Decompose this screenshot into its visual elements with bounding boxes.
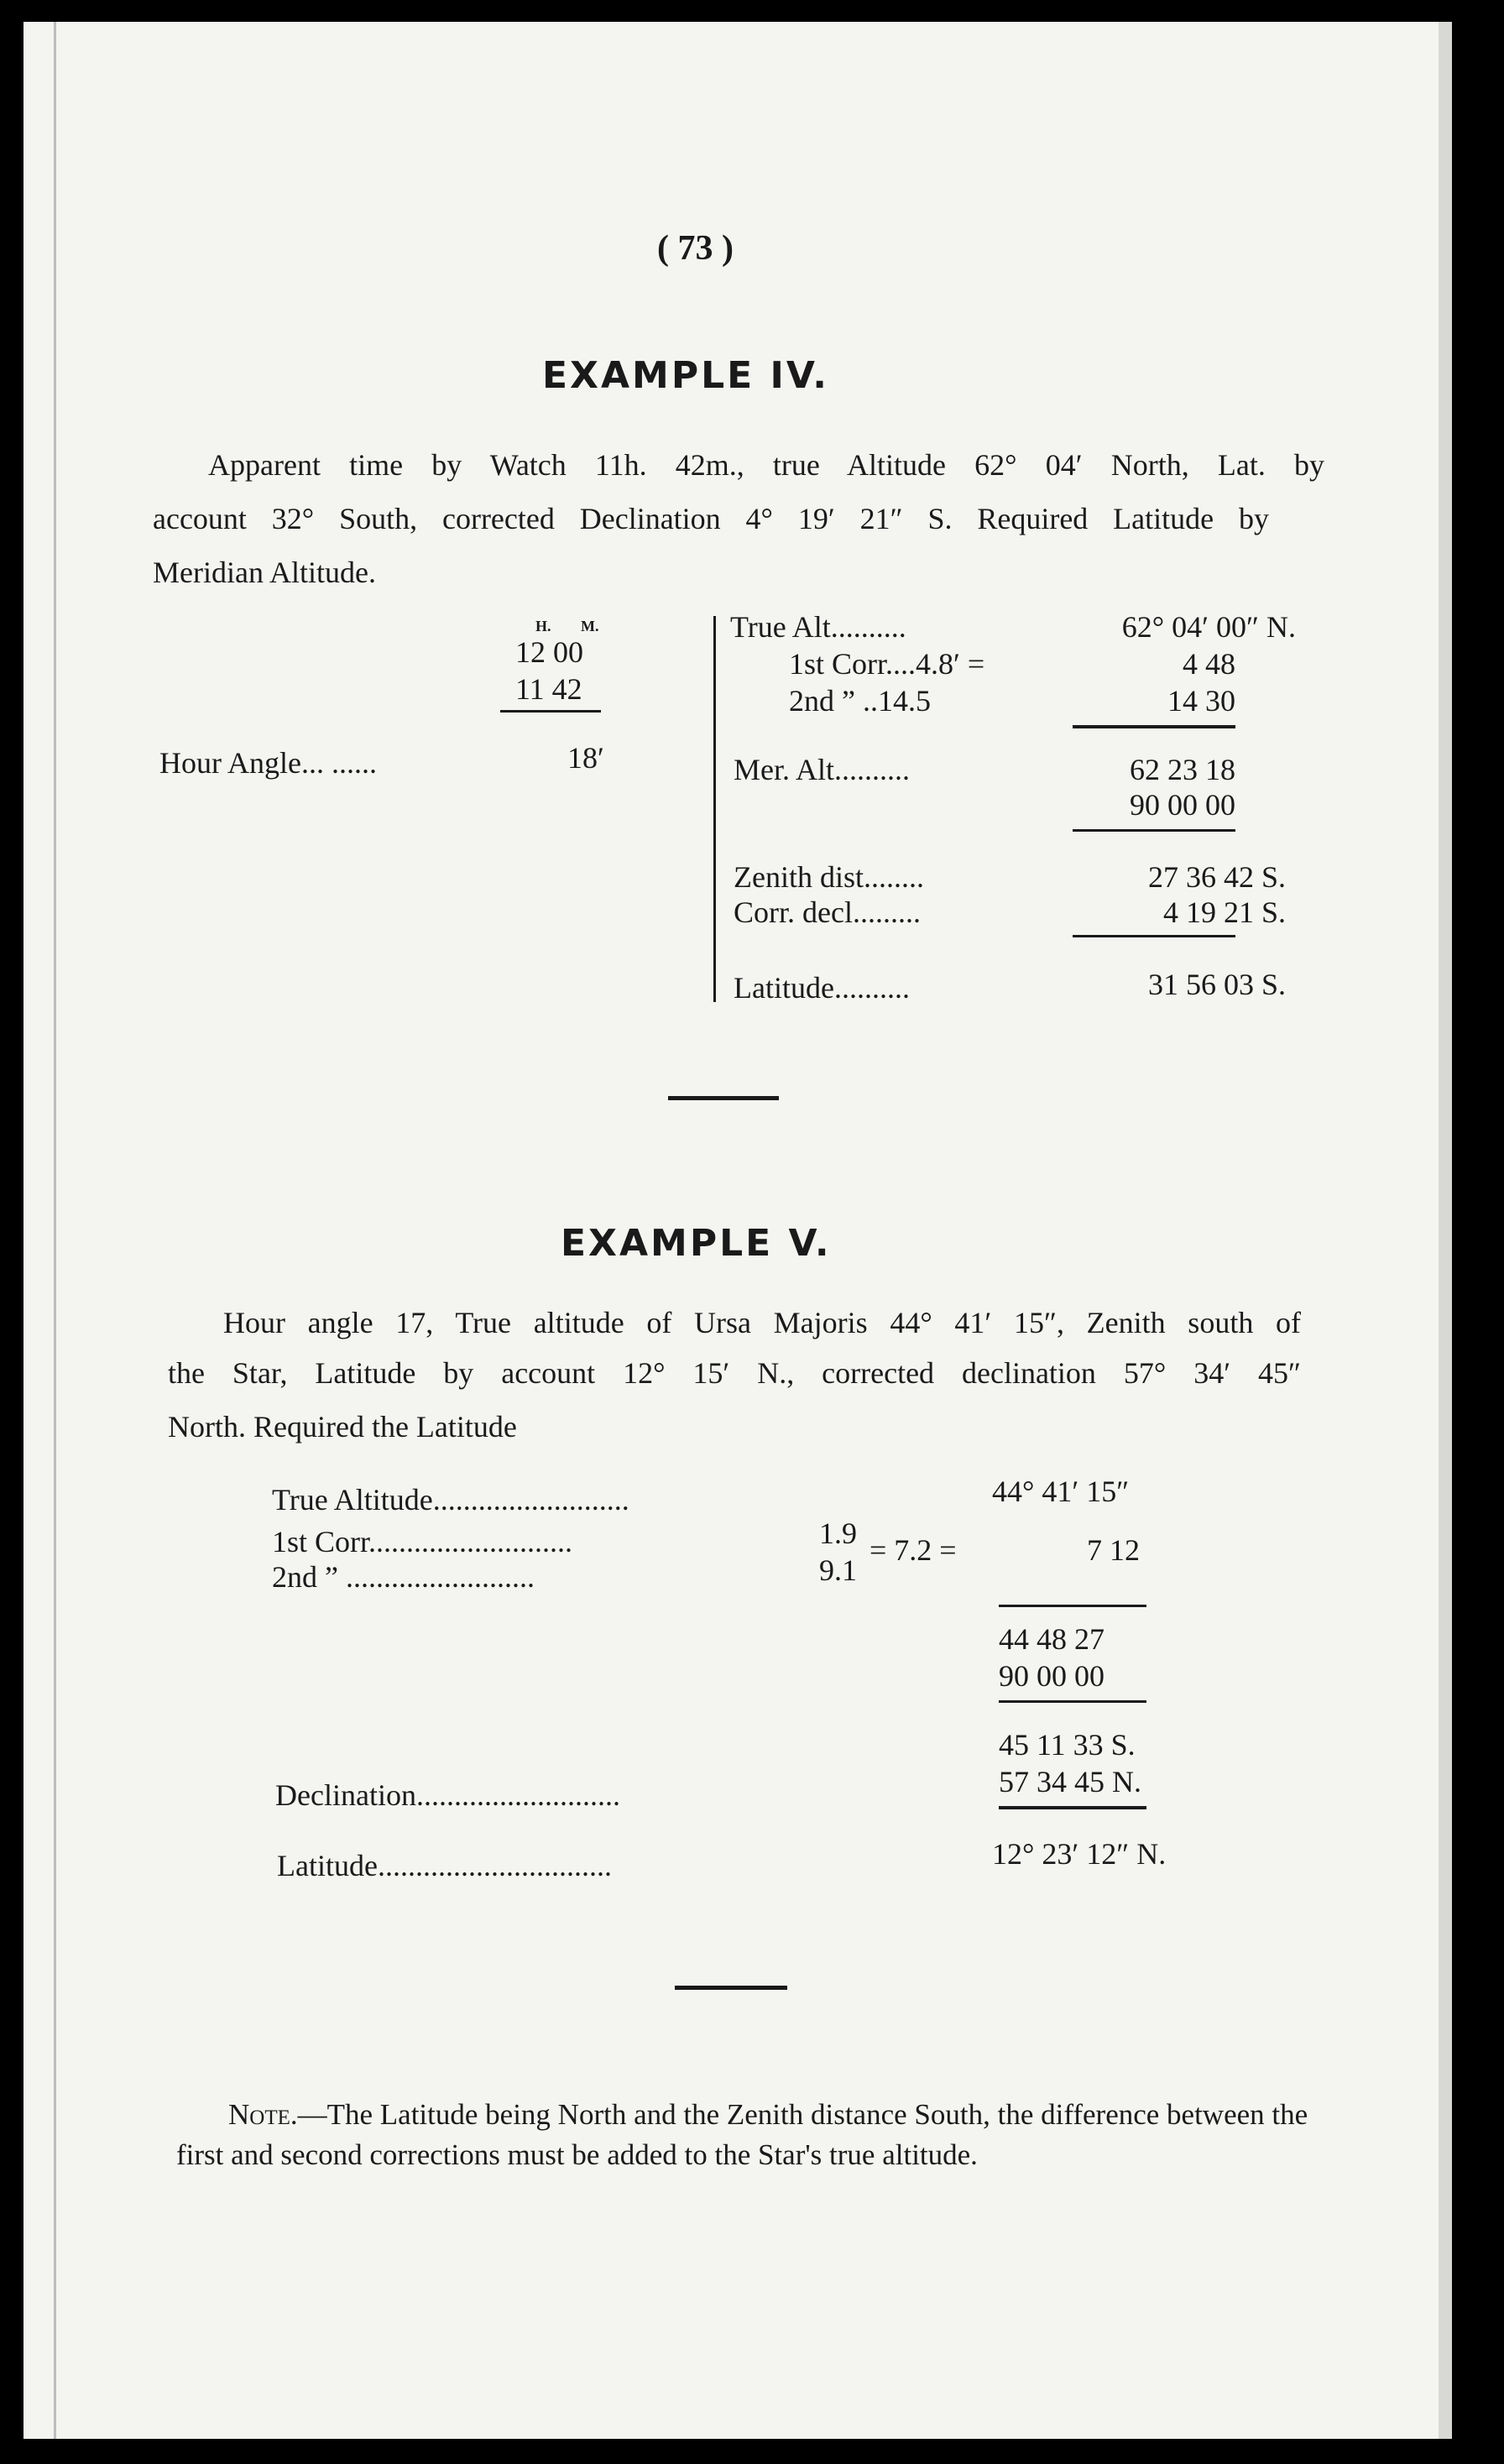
footnote <box>176 2095 1318 2175</box>
mer-alt-value: 62 23 18 <box>1130 753 1235 786</box>
hour-angle-label: Hour Angle... ...... <box>159 746 377 780</box>
corr-decl-label: Corr. decl......... <box>734 895 921 929</box>
sum-value: 44 48 27 <box>999 1622 1104 1656</box>
section-divider <box>668 1096 779 1100</box>
true-alt-value: 62° 04′ 00″ N. <box>1121 610 1296 644</box>
example-4-line-1: Apparent time by Watch 11h. 42m., true Altitude 62° 04′ North, Lat. by <box>208 448 1324 482</box>
zenith-distance-value: 27 36 42 S. <box>1147 860 1286 894</box>
sum-rule <box>999 1806 1146 1809</box>
zenith-distance-label: Zenith dist........ <box>734 860 924 894</box>
latitude-value: 12° 23′ 12″ N. <box>992 1837 1167 1871</box>
hours-column-label: H. <box>535 618 551 634</box>
column-divider <box>713 616 716 1002</box>
latitude-label: Latitude.......... <box>734 971 910 1005</box>
true-altitude-value: 44° 41′ 15″ <box>992 1475 1130 1508</box>
watch-time-row-1: 12 00 <box>515 635 583 669</box>
sum-rule <box>1073 935 1235 937</box>
latitude-value: 31 56 03 S. <box>1147 968 1286 1001</box>
second-correction-label: 2nd ” ......................... <box>272 1560 535 1594</box>
watch-time-row-2: 11 42 <box>515 672 582 706</box>
example-5-heading: EXAMPLE V. <box>561 1222 832 1265</box>
second-correction-label: 2nd ” ..14.5 <box>789 684 931 718</box>
first-correction-label: 1st Corr....4.8′ = <box>789 647 985 681</box>
first-correction-value: 4 48 <box>1183 647 1235 681</box>
true-altitude-label: True Altitude.......................... <box>272 1483 629 1517</box>
corr-decl-value: 4 19 21 S. <box>1162 895 1286 929</box>
second-correction-number: 9.1 <box>819 1553 857 1587</box>
sum-rule <box>999 1605 1146 1607</box>
mer-alt-label: Mer. Alt.......... <box>734 753 911 786</box>
example-4-heading: EXAMPLE IV. <box>542 354 829 397</box>
binding-line <box>54 22 56 2439</box>
page-number: ( 73 ) <box>657 229 734 268</box>
ninety-degrees: 90 00 00 <box>999 1659 1104 1693</box>
first-correction-label: 1st Corr........................... <box>272 1525 573 1558</box>
example-4-line-2: account 32° South, corrected Declination 4° 19′ 21″ S. Required Latitude by <box>153 502 1269 535</box>
second-correction-value: 14 30 <box>1167 684 1235 718</box>
correction-value: 7 12 <box>1087 1533 1140 1567</box>
section-divider <box>675 1986 787 1990</box>
minutes-column-label: M. <box>581 618 599 634</box>
ninety-degrees: 90 00 00 <box>1130 788 1235 822</box>
hour-angle-value: 18′ <box>567 741 604 775</box>
correction-result: = 7.2 = <box>870 1533 957 1567</box>
sum-rule <box>500 710 601 713</box>
latitude-label: Latitude............................... <box>277 1849 612 1882</box>
example-4-line-3: Meridian Altitude. <box>153 556 376 589</box>
sum-rule <box>999 1700 1146 1703</box>
page-edge <box>1439 22 1452 2439</box>
note-label: Note. <box>228 2098 298 2131</box>
example-5-line-1: Hour angle 17, True altitude of Ursa Majoris 44° 41′ 15″, Zenith south of <box>223 1306 1301 1339</box>
difference-value: 45 11 33 S. <box>999 1728 1136 1762</box>
first-correction-number: 1.9 <box>819 1517 857 1550</box>
true-alt-label: True Alt.......... <box>730 610 906 644</box>
example-5-line-3: North. Required the Latitude <box>168 1410 517 1443</box>
example-5-line-2: the Star, Latitude by account 12° 15′ N., corrected declination 57° 34′ 45″ <box>168 1356 1301 1390</box>
book-page <box>24 22 1452 2439</box>
note-text: —The Latitude being North and the Zenith distance South, the difference between the first and second corrections must be added to the Star's true altitude. <box>176 2098 1308 2171</box>
declination-value: 57 34 45 N. <box>999 1765 1141 1798</box>
sum-rule <box>1073 725 1235 728</box>
declination-label: Declination........................... <box>275 1778 620 1812</box>
sum-rule <box>1073 829 1235 832</box>
